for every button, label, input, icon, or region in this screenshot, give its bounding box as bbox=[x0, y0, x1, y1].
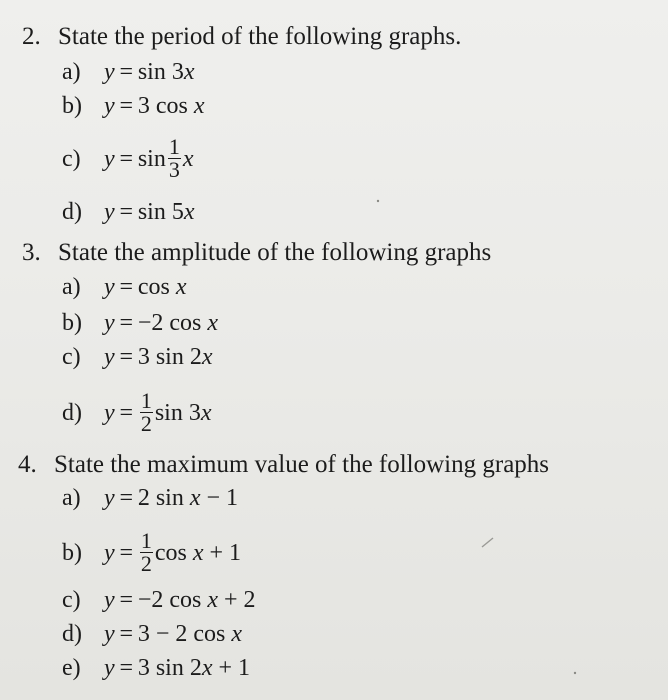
question-number: 2. bbox=[22, 23, 41, 50]
equals-sign: = bbox=[114, 310, 138, 336]
question-2-heading bbox=[22, 22, 461, 52]
fraction bbox=[168, 136, 181, 181]
q2-item-c bbox=[62, 134, 194, 183]
equation-rhs: 2 sin bbox=[137, 485, 190, 511]
item-label: a) bbox=[62, 485, 81, 511]
item-label: b) bbox=[62, 310, 82, 336]
equation-rhs: sin 3 bbox=[154, 400, 201, 427]
equation-variable: x bbox=[207, 587, 218, 613]
item-label: d) bbox=[62, 199, 82, 225]
q4-item-d bbox=[62, 620, 242, 648]
item-label: d) bbox=[62, 400, 82, 427]
fraction-numerator: 1 bbox=[168, 134, 180, 159]
equation-rhs: 3 cos bbox=[137, 93, 194, 119]
question-number: 4. bbox=[18, 451, 37, 478]
equation-lhs: y bbox=[104, 400, 115, 427]
equation-lhs: y bbox=[104, 93, 115, 119]
q4-item-c bbox=[62, 586, 256, 614]
equals-sign: = bbox=[114, 344, 138, 370]
equation-lhs: y bbox=[104, 344, 115, 370]
equation-lhs: y bbox=[104, 310, 115, 336]
equation-rhs: sin 3 bbox=[137, 59, 184, 85]
item-label: c) bbox=[62, 344, 81, 370]
question-prompt: State the maximum value of the following graphs bbox=[54, 451, 550, 478]
q2-item-b bbox=[62, 92, 204, 120]
equation-lhs: y bbox=[104, 655, 115, 681]
equation-lhs: y bbox=[104, 621, 115, 647]
equation-variable: x bbox=[193, 93, 205, 119]
equation-tail: + 2 bbox=[218, 587, 256, 613]
equation-variable: x bbox=[192, 540, 204, 567]
q3-item-c bbox=[62, 343, 212, 371]
equals-sign: = bbox=[114, 199, 138, 225]
question-prompt: State the period of the following graphs. bbox=[58, 23, 462, 50]
equation-variable: x bbox=[201, 655, 213, 681]
fraction-denominator: 2 bbox=[140, 551, 152, 576]
equals-sign: = bbox=[114, 400, 138, 427]
fraction bbox=[140, 390, 153, 435]
equation-lhs: y bbox=[104, 587, 115, 613]
item-label: a) bbox=[62, 59, 81, 85]
equation-tail: − 1 bbox=[200, 485, 239, 511]
item-label: c) bbox=[62, 146, 81, 173]
item-label: c) bbox=[62, 587, 81, 613]
item-label: b) bbox=[62, 93, 82, 119]
equation-variable: x bbox=[201, 344, 213, 370]
pencil-mark bbox=[480, 535, 496, 549]
equation-rhs: cos bbox=[137, 274, 176, 300]
equation-lhs: y bbox=[104, 540, 115, 567]
equation-lhs: y bbox=[104, 146, 115, 173]
fraction-numerator: 1 bbox=[140, 388, 152, 413]
fraction-denominator: 3 bbox=[168, 157, 180, 182]
equals-sign: = bbox=[114, 587, 138, 613]
equals-sign: = bbox=[114, 485, 138, 511]
equation-rhs: cos bbox=[154, 540, 193, 567]
equals-sign: = bbox=[114, 59, 138, 85]
q4-item-a bbox=[62, 484, 238, 512]
equation-lhs: y bbox=[104, 274, 115, 300]
equation-variable: x bbox=[183, 59, 195, 85]
equation-lhs: y bbox=[104, 485, 115, 511]
fraction-numerator: 1 bbox=[140, 528, 152, 553]
equation-variable: x bbox=[183, 199, 195, 225]
item-label: b) bbox=[62, 540, 82, 567]
equation-tail: + 1 bbox=[203, 540, 242, 567]
equals-sign: = bbox=[114, 621, 138, 647]
q3-item-b bbox=[62, 309, 218, 337]
q2-item-d bbox=[62, 198, 194, 226]
item-label: a) bbox=[62, 274, 81, 300]
equals-sign: = bbox=[114, 146, 138, 173]
q3-item-a bbox=[62, 273, 186, 301]
equation-variable: x bbox=[175, 274, 187, 300]
equation-lhs: y bbox=[104, 59, 115, 85]
q4-item-e bbox=[62, 654, 250, 682]
equation-variable: x bbox=[182, 146, 194, 173]
equation-rhs: sin bbox=[137, 146, 166, 173]
equation-lhs: y bbox=[104, 199, 115, 225]
equation-variable: x bbox=[207, 310, 218, 336]
q2-item-a bbox=[62, 58, 194, 86]
fraction-denominator: 2 bbox=[140, 411, 152, 436]
q3-item-d bbox=[62, 388, 212, 437]
question-4-heading bbox=[18, 450, 549, 480]
question-prompt: State the amplitude of the following graphs bbox=[58, 239, 492, 266]
fraction bbox=[140, 530, 153, 575]
item-label: e) bbox=[62, 655, 81, 681]
q4-item-b bbox=[62, 528, 242, 577]
equation-rhs: 3 − 2 cos bbox=[137, 621, 232, 647]
equation-rhs: 3 sin 2 bbox=[137, 655, 202, 681]
equation-variable: x bbox=[189, 485, 201, 511]
equals-sign: = bbox=[114, 655, 138, 681]
equals-sign: = bbox=[114, 540, 138, 567]
equation-rhs: 3 sin 2 bbox=[137, 344, 202, 370]
question-3-heading bbox=[22, 238, 491, 268]
equation-variable: x bbox=[231, 621, 242, 647]
pencil-dot bbox=[572, 670, 578, 676]
equation-tail: + 1 bbox=[212, 655, 251, 681]
equals-sign: = bbox=[114, 93, 138, 119]
equation-rhs: −2 cos bbox=[137, 587, 208, 613]
equation-variable: x bbox=[200, 400, 212, 427]
equals-sign: = bbox=[114, 274, 138, 300]
item-label: d) bbox=[62, 621, 82, 647]
pencil-dot bbox=[375, 198, 381, 204]
equation-rhs: −2 cos bbox=[137, 310, 208, 336]
equation-rhs: sin 5 bbox=[137, 199, 184, 225]
question-number: 3. bbox=[22, 239, 41, 266]
